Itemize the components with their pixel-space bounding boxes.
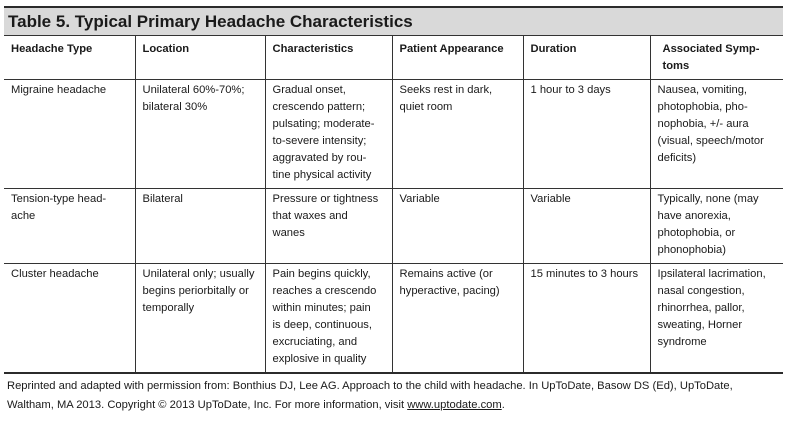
cell-appearance: Variable [392, 189, 523, 264]
header-duration: Duration [523, 36, 650, 80]
cell-characteristics: Pressure or tightness that waxes and wanes [265, 189, 392, 264]
cell-type: Tension-type head- ache [4, 189, 135, 264]
cell-symptoms: Ipsilateral lacrimation, nasal congestion, rhinorrhea, pallor, sweating, Horner syndrome [657, 268, 766, 348]
header-associated-symptoms: Associated Symp- toms [650, 36, 783, 80]
source-end: . [501, 399, 505, 411]
table-title-bar [4, 6, 783, 35]
table-row-cluster [4, 264, 783, 374]
cell-appearance: Seeks rest in dark, quiet room [392, 80, 523, 189]
table-row-migraine [4, 80, 783, 189]
cell-symptoms: Nausea, vomiting, photophobia, pho- nophobia, +/- aura (visual, speech/motor deficits) [650, 80, 783, 189]
cell-appearance: Remains active (or hyperactive, pacing) [392, 264, 523, 374]
header-patient-appearance: Patient Appearance [392, 36, 523, 80]
table-figure [4, 6, 783, 374]
cell-location: Unilateral only; usually begins periorbitally or temporally [135, 264, 265, 374]
cell-characteristics: Gradual onset, crescendo pattern; pulsating; moderate- to-severe intensity; aggravated by rou- tine physical activity [265, 80, 392, 189]
cell-symptoms: Typically, none (may have anorexia, photophobia, or phonophobia) [650, 189, 783, 264]
cell-location: Unilateral 60%-70%; bilateral 30% [135, 80, 265, 189]
cell-location: Bilateral [135, 189, 265, 264]
cell-type: Migraine headache [4, 80, 135, 189]
source-text: Reprinted and adapted with permission from: Bonthius DJ, Lee AG. Approach to the child with headache. In UpToDate, Basow DS (Ed), UpToDate, Waltham, MA 2013. Copyright © 2013 UpToDate, Inc. For more information, visit [7, 380, 733, 411]
header-characteristics: Characteristics [265, 36, 392, 80]
headache-table [4, 35, 783, 374]
header-location: Location [135, 36, 265, 80]
source-note [7, 377, 785, 415]
cell-duration: 1 hour to 3 days [523, 80, 650, 189]
cell-type: Cluster headache [4, 264, 135, 374]
cell-duration: Variable [523, 189, 650, 264]
source-link[interactable]: www.uptodate.com [407, 399, 502, 411]
header-headache-type: Headache Type [4, 36, 135, 80]
cell-characteristics: Pain begins quickly, reaches a crescendo within minutes; pain is deep, continuous, excruciating, and explosive in quality [265, 264, 392, 374]
table-title: Table 5. Typical Primary Headache Characteristics [8, 12, 413, 31]
header-row [4, 36, 783, 80]
table-row-tension [4, 189, 783, 264]
cell-duration: 15 minutes to 3 hours [523, 264, 650, 374]
